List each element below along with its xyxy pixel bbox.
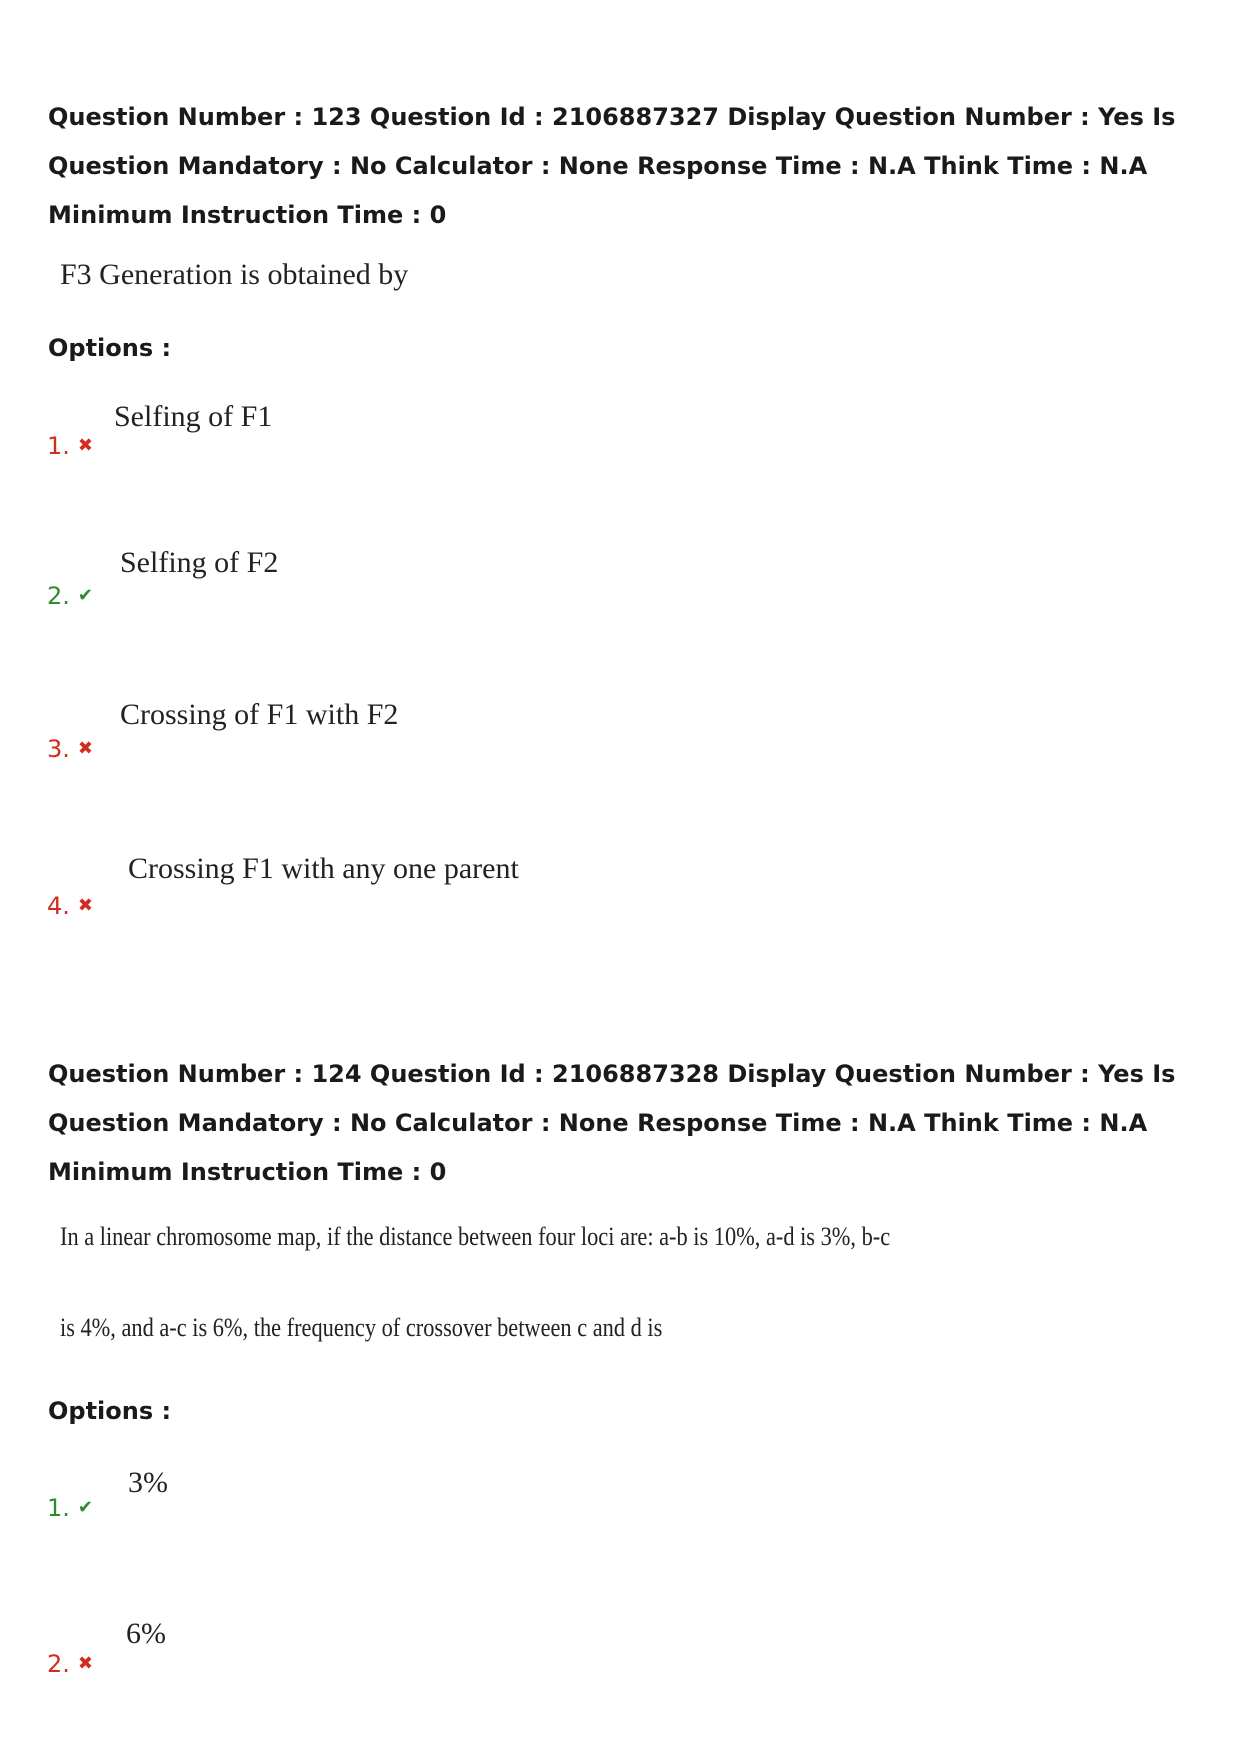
option-number xyxy=(47,582,93,610)
options-label: Options : xyxy=(48,1397,172,1425)
option-index: 3. xyxy=(47,735,70,763)
option-number xyxy=(47,1650,93,1678)
cross-icon: ✖ xyxy=(77,435,93,456)
option-text: 6% xyxy=(126,1617,166,1650)
option-index: 2. xyxy=(47,1650,70,1678)
option-index: 1. xyxy=(47,1494,70,1522)
cross-icon: ✖ xyxy=(77,738,93,759)
question-124-text-line-1: In a linear chromosome map, if the distance between four loci are: a-b is 10%, a-d is 3%, b-c xyxy=(60,1222,891,1251)
question-124-text-line-2: is 4%, and a-c is 6%, the frequency of crossover between c and d is xyxy=(60,1313,663,1342)
option-text: 3% xyxy=(128,1466,168,1499)
option-text: Crossing of F1 with F2 xyxy=(120,698,399,731)
cross-icon: ✖ xyxy=(77,1653,93,1674)
check-icon: ✔ xyxy=(77,1497,93,1518)
option-number xyxy=(47,1494,93,1522)
check-icon: ✔ xyxy=(77,585,93,606)
option-text: Selfing of F1 xyxy=(114,400,273,433)
option-index: 2. xyxy=(47,582,70,610)
option-text: Crossing F1 with any one parent xyxy=(128,852,519,885)
question-123-text: F3 Generation is obtained by xyxy=(60,258,409,291)
question-124-meta: Question Number : 124 Question Id : 2106887328 Display Question Number : Yes Is Question Mandatory : No Calculator : None Response Time : N.A Think Time : N.A Minimum Instruction Time : 0 xyxy=(48,1060,1176,1186)
cross-icon: ✖ xyxy=(77,895,93,916)
option-text: Selfing of F2 xyxy=(120,546,279,579)
option-number xyxy=(47,735,93,763)
options-label: Options : xyxy=(48,334,172,362)
option-number xyxy=(47,432,93,460)
option-number xyxy=(47,892,93,920)
option-index: 4. xyxy=(47,892,70,920)
question-123-meta: Question Number : 123 Question Id : 2106887327 Display Question Number : Yes Is Question Mandatory : No Calculator : None Response Time : N.A Think Time : N.A Minimum Instruction Time : 0 xyxy=(48,103,1176,229)
option-index: 1. xyxy=(47,432,70,460)
